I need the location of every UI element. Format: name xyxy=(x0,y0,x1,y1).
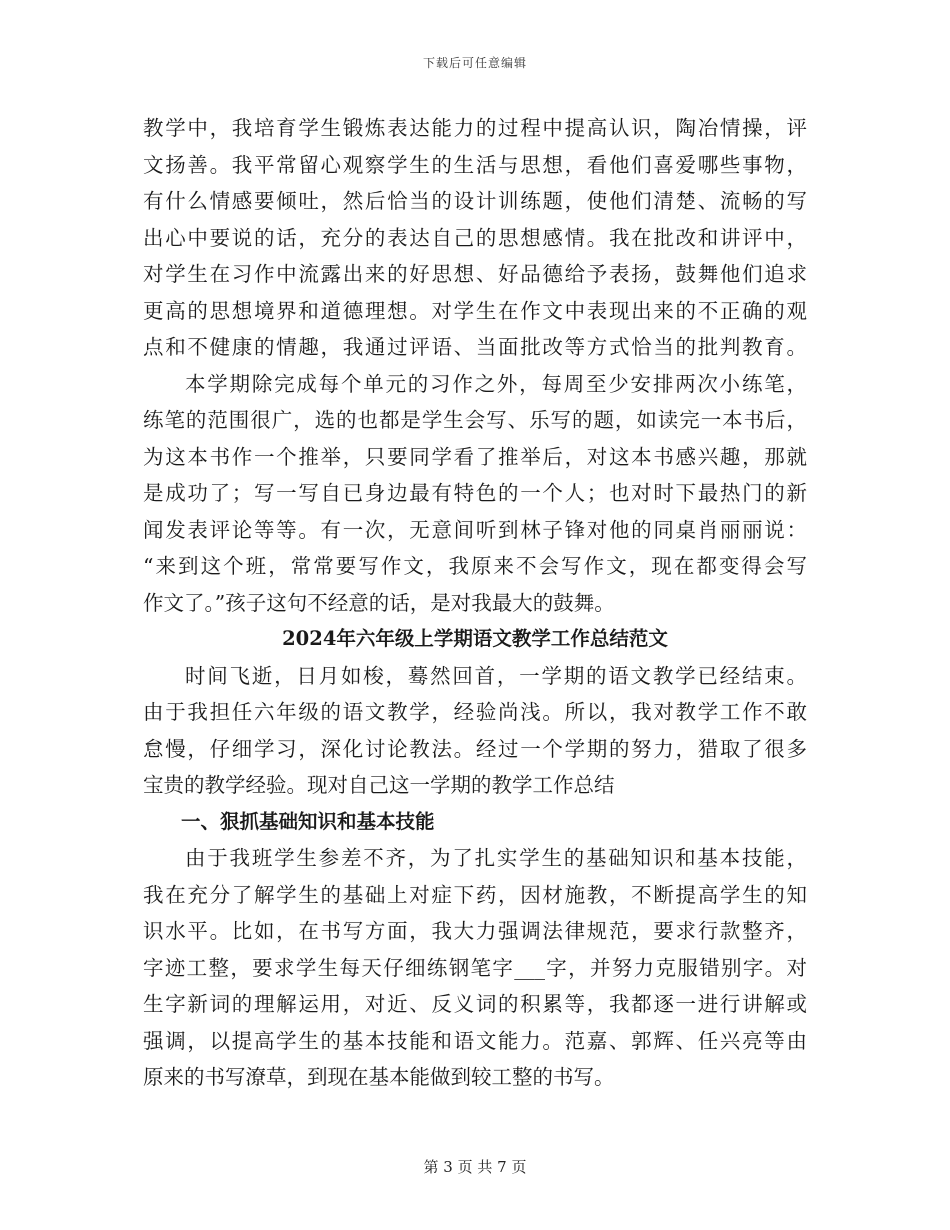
document-title: 2024年六年级上学期语文教学工作总结范文 xyxy=(282,627,668,650)
document-body xyxy=(143,110,807,1096)
text-line: 闻发表评论等等。有一次，无意间听到林子锋对他的同桌肖丽丽说： xyxy=(143,517,807,542)
text-line: 强调，以提高学生的基本技能和语文能力。范嘉、郭辉、任兴亮等由 xyxy=(143,1028,807,1053)
text-line: 出心中要说的话，充分的表达自己的思想感情。我在批改和讲评中， xyxy=(143,225,807,250)
text-line: 教学中，我培育学生锻炼表达能力的过程中提高认识，陶冶情操，评 xyxy=(143,116,807,140)
page-number: 第 3 页 共 7 页 xyxy=(423,1158,527,1176)
text-line: 更高的思想境界和道德理想。对学生在作文中表现出来的不正确的观 xyxy=(143,298,807,323)
text-line: 宝贵的教学经验。现对自己这一学期的教学工作总结 xyxy=(143,773,615,797)
paragraph-2 xyxy=(143,366,807,622)
text-line: 时间飞逝，日月如梭，蓦然回首，一学期的语文教学已经结束。 xyxy=(185,663,807,688)
text-line: 有什么情感要倾吐，然后恰当的设计训练题，使他们清楚、流畅的写 xyxy=(143,189,807,213)
text-line: 是成功了；写一写自已身边最有特色的一个人；也对时下最热门的新 xyxy=(143,481,807,505)
section-heading: 一、狠抓基础知识和基本技能 xyxy=(181,809,435,833)
text-line: 作文了。”孩子这句不经意的话，是对我最大的鼓舞。 xyxy=(143,590,615,615)
paragraph-3 xyxy=(143,658,807,804)
text-line: 生字新词的理解运用，对近、反义词的积累等，我都逐一进行讲解或 xyxy=(143,992,807,1016)
text-line: 原来的书写潦草，到现在基本能做到较工整的书写。 xyxy=(143,1065,615,1089)
text-line: 怠慢，仔细学习，深化讨论教法。经过一个学期的努力，猎取了很多 xyxy=(143,736,807,761)
text-line: 由于我班学生参差不齐，为了扎实学生的基础知识和基本技能， xyxy=(185,846,807,870)
page-header: 下载后可任意编辑 xyxy=(422,56,527,70)
paragraph-1 xyxy=(143,110,807,366)
text-line: 由于我担任六年级的语文教学，经验尚浅。所以，我对教学工作不敢 xyxy=(143,700,807,724)
text-line: 练笔的范围很广，选的也都是学生会写、乐写的题，如读完一本书后， xyxy=(143,408,807,432)
text-line: 识水平。比如，在书写方面，我大力强调法律规范，要求行款整齐， xyxy=(143,919,807,943)
text-line: 点和不健康的情趣，我通过评语、当面批改等方式恰当的批判教育。 xyxy=(143,335,807,359)
text-line: 字迹工整，要求学生每天仔细练钢笔字___字，并努力克服错别字。对 xyxy=(143,955,807,980)
text-line: 本学期除完成每个单元的习作之外，每周至少安排两次小练笔， xyxy=(185,371,807,396)
text-line: “来到这个班，常常要写作文，我原来不会写作文，现在都变得会写 xyxy=(143,554,807,578)
text-line: 我在充分了解学生的基础上对症下药，因材施教，不断提高学生的知 xyxy=(143,882,807,907)
text-line: 为这本书作一个推举，只要同学看了推举后，对这本书感兴趣，那就 xyxy=(143,444,807,469)
text-line: 对学生在习作中流露出来的好思想、好品德给予表扬，鼓舞他们追求 xyxy=(143,262,807,286)
text-line: 文扬善。我平常留心观察学生的生活与思想，看他们喜爱哪些事物， xyxy=(143,152,807,177)
paragraph-4 xyxy=(143,840,807,1096)
